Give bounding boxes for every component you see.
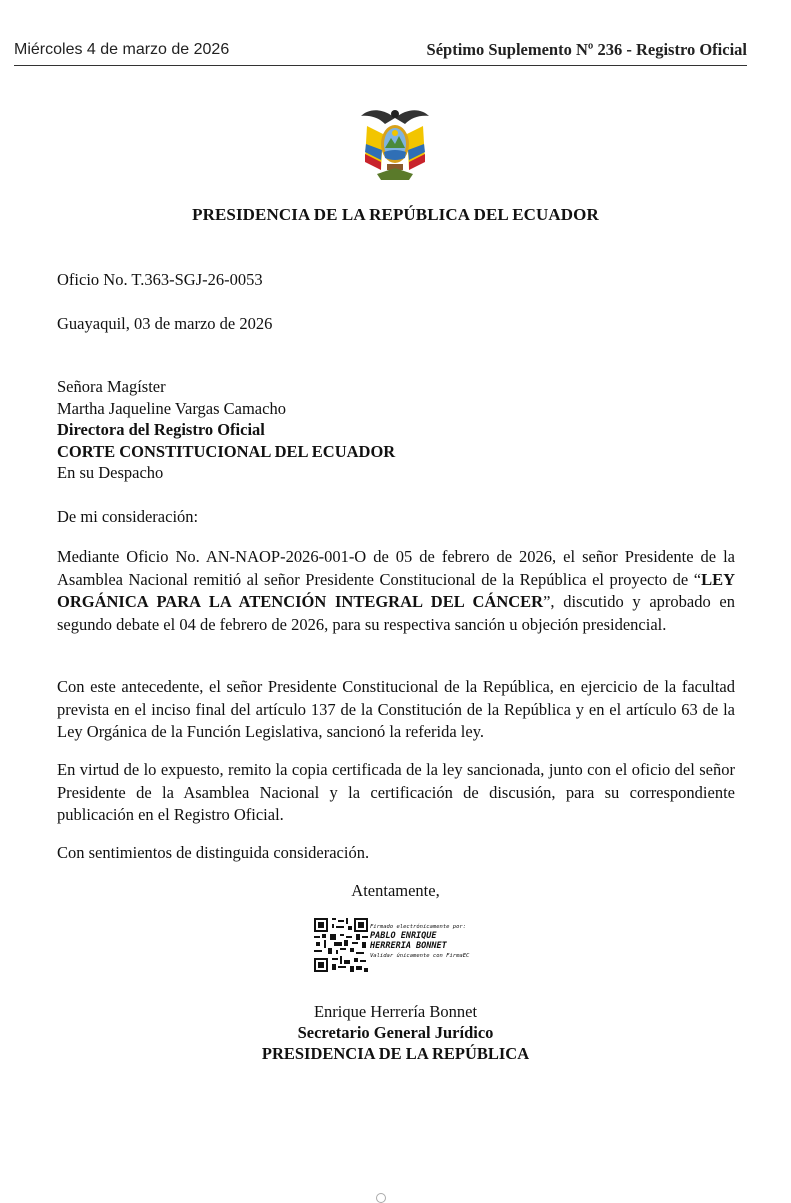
signer-name: Enrique Herrería Bonnet — [313, 1002, 478, 1021]
paragraph-2: Con este antecedente, el señor Presidente Constitucional de la República, en ejercicio de la facultad prevista en el inciso final del artículo 137 de la Constitución de la República y en el artículo 63 de la Ley Orgánica de la Función Legislativa, sancionó la referida ley. — [57, 677, 735, 741]
recipient-title: Directora del Registro Oficial — [57, 420, 265, 439]
coat-of-arms-seal — [357, 104, 433, 184]
regards: Atentamente, — [351, 881, 440, 900]
signer-line-2: HERRERIA BONNET — [370, 941, 447, 951]
header-rule — [14, 65, 747, 66]
recipient-location: En su Despacho — [57, 463, 164, 482]
paragraph-1-intro: Mediante Oficio No. AN-NAOP-2026-001-O de 05 de febrero de 2026, el señor Presidente de la Asamblea Nacional remitió al señor Presidente Constitucional de la República el proyecto de “ — [57, 547, 735, 589]
signer-line-1: PABLO ENRIQUE — [370, 931, 437, 941]
paragraph-1 — [57, 546, 735, 636]
paragraph-3: En virtud de lo expuesto, remito la copia certificada de la ley sancionada, junto con el oficio del señor Presidente de la Asamblea Nacional y la certificación de discusión, para su correspondiente publicación en el Registro Oficial. — [57, 760, 735, 824]
oficio-number: Oficio No. T.363-SGJ-26-0053 — [57, 270, 263, 289]
validate-label: Validar únicamente con FirmaEC — [370, 953, 470, 959]
place-date: Guayaquil, 03 de marzo de 2026 — [57, 314, 273, 333]
closing-line: Con sentimientos de distinguida consideración. — [57, 843, 370, 862]
paragraph-1-end: ”, discutido y aprobado en segundo debate el 04 de febrero de 2026, para su respectiva sanción u objeción presidencial. — [57, 592, 735, 634]
recipient-name: Martha Jaqueline Vargas Camacho — [57, 399, 286, 418]
page-header — [14, 38, 747, 62]
electronic-signature — [370, 923, 469, 961]
signer-position: Secretario General Jurídico — [297, 1023, 494, 1042]
signed-by-label: Firmado electrónicamente por: — [370, 924, 467, 930]
document-heading: PRESIDENCIA DE LA REPÚBLICA DEL ECUADOR — [192, 205, 599, 224]
recipient-institution: CORTE CONSTITUCIONAL DEL ECUADOR — [57, 442, 396, 461]
qr-code-icon — [314, 918, 368, 972]
header-publication: Séptimo Suplemento Nº 236 - Registro Oficial — [426, 40, 747, 59]
law-title: LEY ORGÁNICA PARA LA ATENCIÓN INTEGRAL DEL CÁNCER — [57, 569, 735, 611]
page-number-mark — [376, 1193, 386, 1203]
recipient-salutation: Señora Magíster — [57, 377, 166, 396]
signer-institution: PRESIDENCIA DE LA REPÚBLICA — [261, 1044, 530, 1063]
header-date: Miércoles 4 de marzo de 2026 — [14, 41, 230, 58]
greeting: De mi consideración: — [57, 507, 199, 526]
